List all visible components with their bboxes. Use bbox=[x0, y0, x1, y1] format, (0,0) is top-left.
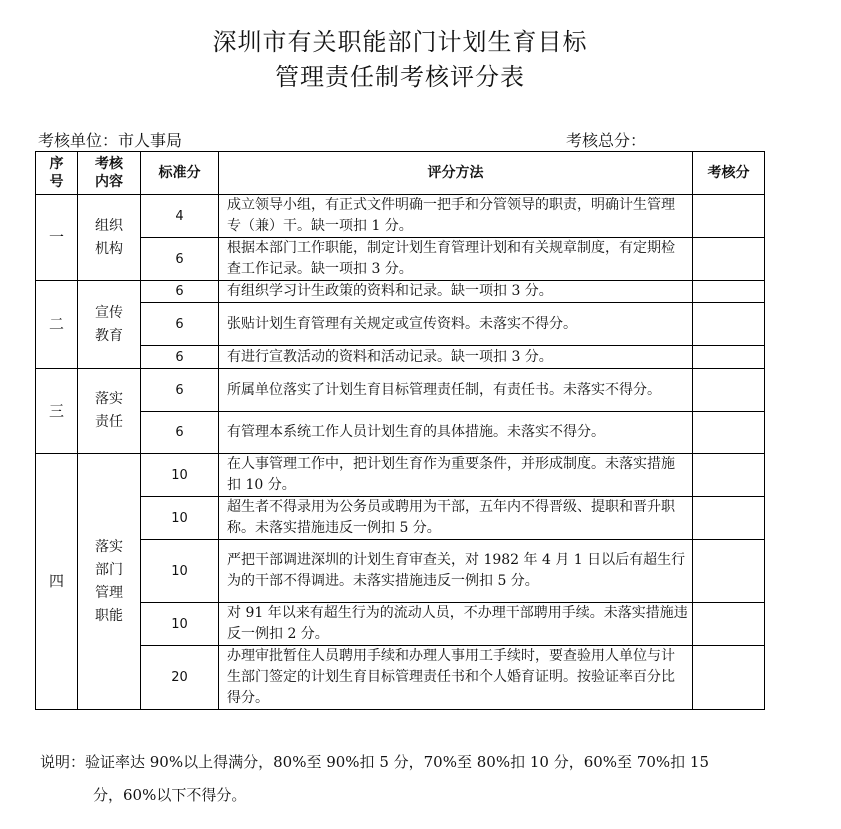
item-seq: 一 bbox=[36, 195, 78, 281]
assessed-score-cell[interactable] bbox=[693, 540, 765, 603]
standard-score: 6 bbox=[141, 303, 219, 346]
item-seq: 三 bbox=[36, 369, 78, 454]
scoring-method: 所属单位落实了计划生育目标管理责任制，有责任书。未落实不得分。 bbox=[219, 369, 693, 412]
title-line-2: 管理责任制考核评分表 bbox=[275, 63, 525, 91]
standard-score: 6 bbox=[141, 281, 219, 303]
standard-score: 10 bbox=[141, 497, 219, 540]
standard-score: 6 bbox=[141, 346, 219, 369]
table-row bbox=[36, 281, 765, 303]
table-row bbox=[36, 346, 765, 369]
total-score-label: 考核总分： bbox=[566, 131, 647, 150]
table-row bbox=[36, 646, 765, 710]
standard-score: 6 bbox=[141, 238, 219, 281]
header-row bbox=[36, 152, 765, 195]
assessed-score-cell[interactable] bbox=[693, 454, 765, 497]
scoring-method: 超生者不得录用为公务员或聘用为干部，五年内不得晋级、提职和晋升职称。未落实措施违反一例扣 5 分。 bbox=[219, 497, 693, 540]
assessed-score-cell[interactable] bbox=[693, 603, 765, 646]
title-line-1: 深圳市有关职能部门计划生育目标 bbox=[212, 28, 588, 56]
scoring-table bbox=[35, 151, 765, 710]
scoring-method: 办理审批暂住人员聘用手续和办理人事用工手续时，要查验用人单位与计生部门签定的计划生育目标管理责任书和个人婚育证明。按验证率百分比得分。 bbox=[219, 646, 693, 710]
table-row bbox=[36, 238, 765, 281]
assessed-score-cell[interactable] bbox=[693, 303, 765, 346]
item-seq: 二 bbox=[36, 281, 78, 369]
header-result: 考核分 bbox=[693, 152, 765, 195]
scoring-method: 张贴计划生育管理有关规定或宣传资料。未落实不得分。 bbox=[219, 303, 693, 346]
header-content: 考核内容 bbox=[78, 152, 141, 195]
assessed-score-cell[interactable] bbox=[693, 646, 765, 710]
scoring-method: 严把干部调进深圳的计划生育审查关，对 1982 年 4 月 1 日以后有超生行为的干部不得调进。未落实措施违反一例扣 5 分。 bbox=[219, 540, 693, 603]
scoring-method: 有组织学习计生政策的资料和记录。缺一项扣 3 分。 bbox=[219, 281, 693, 303]
header-score: 标准分 bbox=[141, 152, 219, 195]
scoring-method: 成立领导小组，有正式文件明确一把手和分管领导的职责，明确计生管理专（兼）干。缺一项扣 1 分。 bbox=[219, 195, 693, 238]
note-line-2: 分，60%以下不得分。 bbox=[93, 786, 247, 804]
scoring-method: 在人事管理工作中，把计划生育作为重要条件，并形成制度。未落实措施扣 10 分。 bbox=[219, 454, 693, 497]
standard-score: 6 bbox=[141, 412, 219, 454]
header-seq: 序号 bbox=[36, 152, 78, 195]
item-seq: 四 bbox=[36, 454, 78, 710]
note-line-1: 说明：验证率达 90%以上得满分，80%至 90%扣 5 分，70%至 80%扣 10 分，60%至 70%扣 15 bbox=[40, 753, 710, 771]
table-row bbox=[36, 195, 765, 238]
table-row bbox=[36, 369, 765, 412]
scoring-method: 有进行宣教活动的资料和活动记录。缺一项扣 3 分。 bbox=[219, 346, 693, 369]
assessed-score-cell[interactable] bbox=[693, 346, 765, 369]
table-row bbox=[36, 540, 765, 603]
standard-score: 10 bbox=[141, 603, 219, 646]
standard-score: 10 bbox=[141, 454, 219, 497]
assessed-unit: 考核单位：市人事局 bbox=[38, 131, 183, 150]
note bbox=[40, 746, 780, 812]
item-category: 组织机构 bbox=[78, 195, 141, 281]
standard-score: 4 bbox=[141, 195, 219, 238]
assessed-score-cell[interactable] bbox=[693, 281, 765, 303]
standard-score: 20 bbox=[141, 646, 219, 710]
standard-score: 6 bbox=[141, 369, 219, 412]
table-row bbox=[36, 454, 765, 497]
item-category: 落实部门管理职能 bbox=[78, 454, 141, 710]
assessed-score-cell[interactable] bbox=[693, 497, 765, 540]
table-row bbox=[36, 412, 765, 454]
scoring-method: 对 91 年以来有超生行为的流动人员，不办理干部聘用手续。未落实措施违反一例扣 2 分。 bbox=[219, 603, 693, 646]
table-row bbox=[36, 497, 765, 540]
assessed-score-cell[interactable] bbox=[693, 412, 765, 454]
scoring-method: 根据本部门工作职能，制定计划生育管理计划和有关规章制度，有定期检查工作记录。缺一项扣 3 分。 bbox=[219, 238, 693, 281]
item-category: 落实责任 bbox=[78, 369, 141, 454]
assessed-score-cell[interactable] bbox=[693, 195, 765, 238]
standard-score: 10 bbox=[141, 540, 219, 603]
assessed-score-cell[interactable] bbox=[693, 369, 765, 412]
table-row bbox=[36, 303, 765, 346]
table-row bbox=[36, 603, 765, 646]
assessed-score-cell[interactable] bbox=[693, 238, 765, 281]
scoring-method: 有管理本系统工作人员计划生育的具体措施。未落实不得分。 bbox=[219, 412, 693, 454]
item-category: 宣传教育 bbox=[78, 281, 141, 369]
header-method: 评分方法 bbox=[219, 152, 693, 195]
